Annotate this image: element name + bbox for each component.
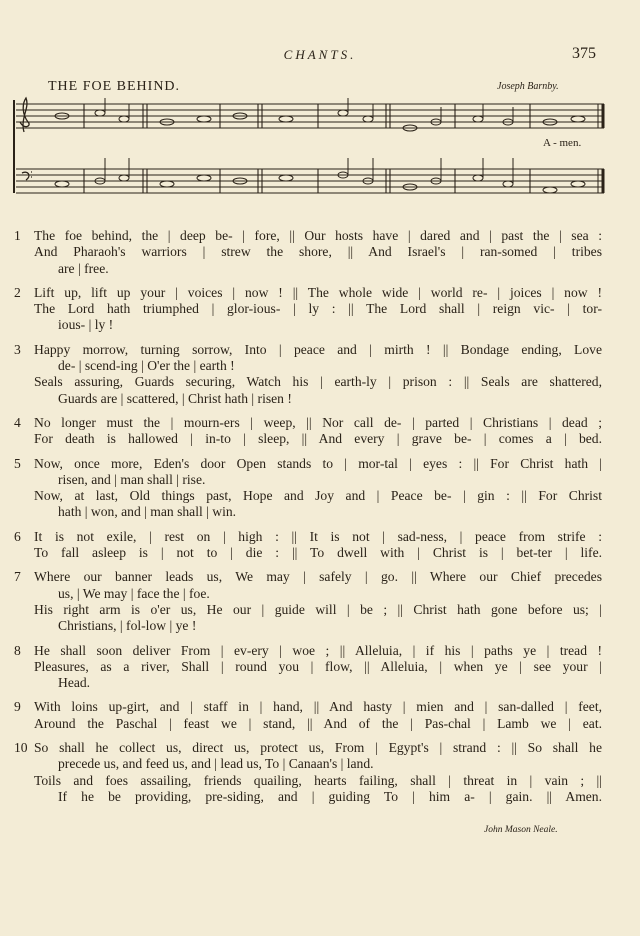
verse-1: [14, 228, 614, 277]
verse-number: 5: [14, 455, 21, 471]
verse-line: de- | scend-ing | O'er the | earth !: [58, 358, 235, 374]
verse-line: To fall asleep is | not to | die : || To dwell with | Christ is | bet-ter | life.: [34, 545, 602, 561]
verse-line: hath | won, and | man shall | win.: [58, 504, 237, 520]
verse-line: And Pharaoh's warriors | strew the shore, || And Israel's | ran-somed | tribes: [34, 244, 602, 260]
verse-number: 2: [14, 284, 21, 300]
verse-line: Toils and foes assailing, friends quailing, hearts failing, shall | threat in | vain ; ||: [34, 772, 602, 788]
verse-line: risen, and | man shall | rise.: [58, 471, 206, 487]
verse-line: No longer must the | mourn-ers | weep, || Nor call de- | parted | Christians | dead ;: [34, 414, 602, 430]
verse-line: Around the Paschal | feast we | stand, || And of the | Pas-chal | Lamb we | eat.: [34, 715, 602, 731]
verse-line: precede us, and feed us, and | lead us, To | Canaan's | land.: [58, 756, 374, 772]
verse-line: So shall he collect us, direct us, protect us, From | Egypt's | strand : || So shall he: [34, 740, 602, 756]
verse-6: [14, 529, 614, 562]
verse-line: It is not exile, | rest on | high : || It is not | sad-ness, | peace from strife :: [34, 528, 602, 544]
verse-line: Pleasures, as a river, Shall | round you | flow, || Alleluia, | when ye | see your |: [34, 658, 602, 674]
verse-line: Seals assuring, Guards securing, Watch his | earth-ly | prison : || Seals are shattered,: [34, 374, 602, 390]
verse-line: Christians, | fol-low | ye !: [58, 618, 197, 634]
verse-line: If he be providing, pre-siding, and | guiding To | him a- | gain. || Amen.: [58, 788, 602, 804]
verse-line: He shall soon deliver From | ev-ery | woe ; || Alleluia, | if his | paths ye | tread !: [34, 642, 602, 658]
verse-number: 1: [14, 228, 21, 243]
verse-line: Happy morrow, turning sorrow, Into | peace and | mirth ! || Bondage ending, Love: [34, 341, 602, 357]
verse-line: ious- | ly !: [58, 317, 114, 333]
verse-line: us, | We may | face the | foe.: [58, 585, 210, 601]
composer: Joseph Barnby.: [497, 81, 559, 92]
verse-line: Lift up, lift up your | voices | now ! || The whole wide | world re- | joices | now !: [34, 284, 602, 300]
verse-5: [14, 456, 614, 521]
verse-line: For death is hallowed | in-to | sleep, || And every | grave be- | comes a | bed.: [34, 431, 602, 447]
page-number: 375: [572, 45, 596, 62]
treble-staff: [16, 104, 604, 128]
verse-number: 3: [14, 341, 21, 357]
verse-line: Now, once more, Eden's door Open stands to | mor-tal | eyes : || For Christ hath |: [34, 455, 602, 471]
verse-line: His right arm is o'er us, He our | guide will | be ; || Christ hath gone before us; |: [34, 601, 602, 617]
verse-number: 10: [14, 740, 28, 756]
music-score: [0, 0, 640, 200]
verse-2: [14, 285, 614, 334]
verse-8: [14, 643, 614, 692]
verse-4: [14, 415, 614, 448]
bass-staff: [16, 169, 604, 193]
amen-lyric: A - men.: [543, 137, 582, 149]
verse-line: The Lord hath triumphed | glor-ious- | ly : || The Lord shall | reign vic- | tor-: [34, 301, 602, 317]
verse-line: Guards are | scattered, | Christ hath | risen !: [58, 390, 292, 406]
author-attribution: John Mason Neale.: [484, 825, 558, 835]
verse-number: 4: [14, 414, 21, 430]
chant-title: THE FOE BEHIND.: [48, 79, 181, 94]
verse-10: [14, 740, 614, 805]
verse-line: The foe behind, the | deep be- | fore, || Our hosts have | dared and | past the | sea :: [34, 228, 602, 243]
verse-number: 9: [14, 699, 21, 715]
verse-line: With loins up-girt, and | staff in | hand, || And hasty | mien and | san-dalled | feet,: [34, 699, 602, 715]
running-head: CHANTS.: [283, 47, 357, 62]
verse-number: 6: [14, 528, 21, 544]
verse-line: Head.: [58, 675, 91, 691]
verse-3: [14, 342, 614, 407]
verse-number: 8: [14, 642, 21, 658]
verse-9: [14, 699, 614, 732]
verse-7: [14, 569, 614, 634]
verses: [14, 228, 614, 813]
verse-line: Where our banner leads us, We may | safely | go. || Where our Chief precedes: [34, 569, 602, 585]
verse-line: Now, at last, Old things past, Hope and Joy and | Peace be- | gin : || For Christ: [34, 488, 602, 504]
verse-number: 7: [14, 569, 21, 585]
verse-line: are | free.: [58, 260, 109, 276]
